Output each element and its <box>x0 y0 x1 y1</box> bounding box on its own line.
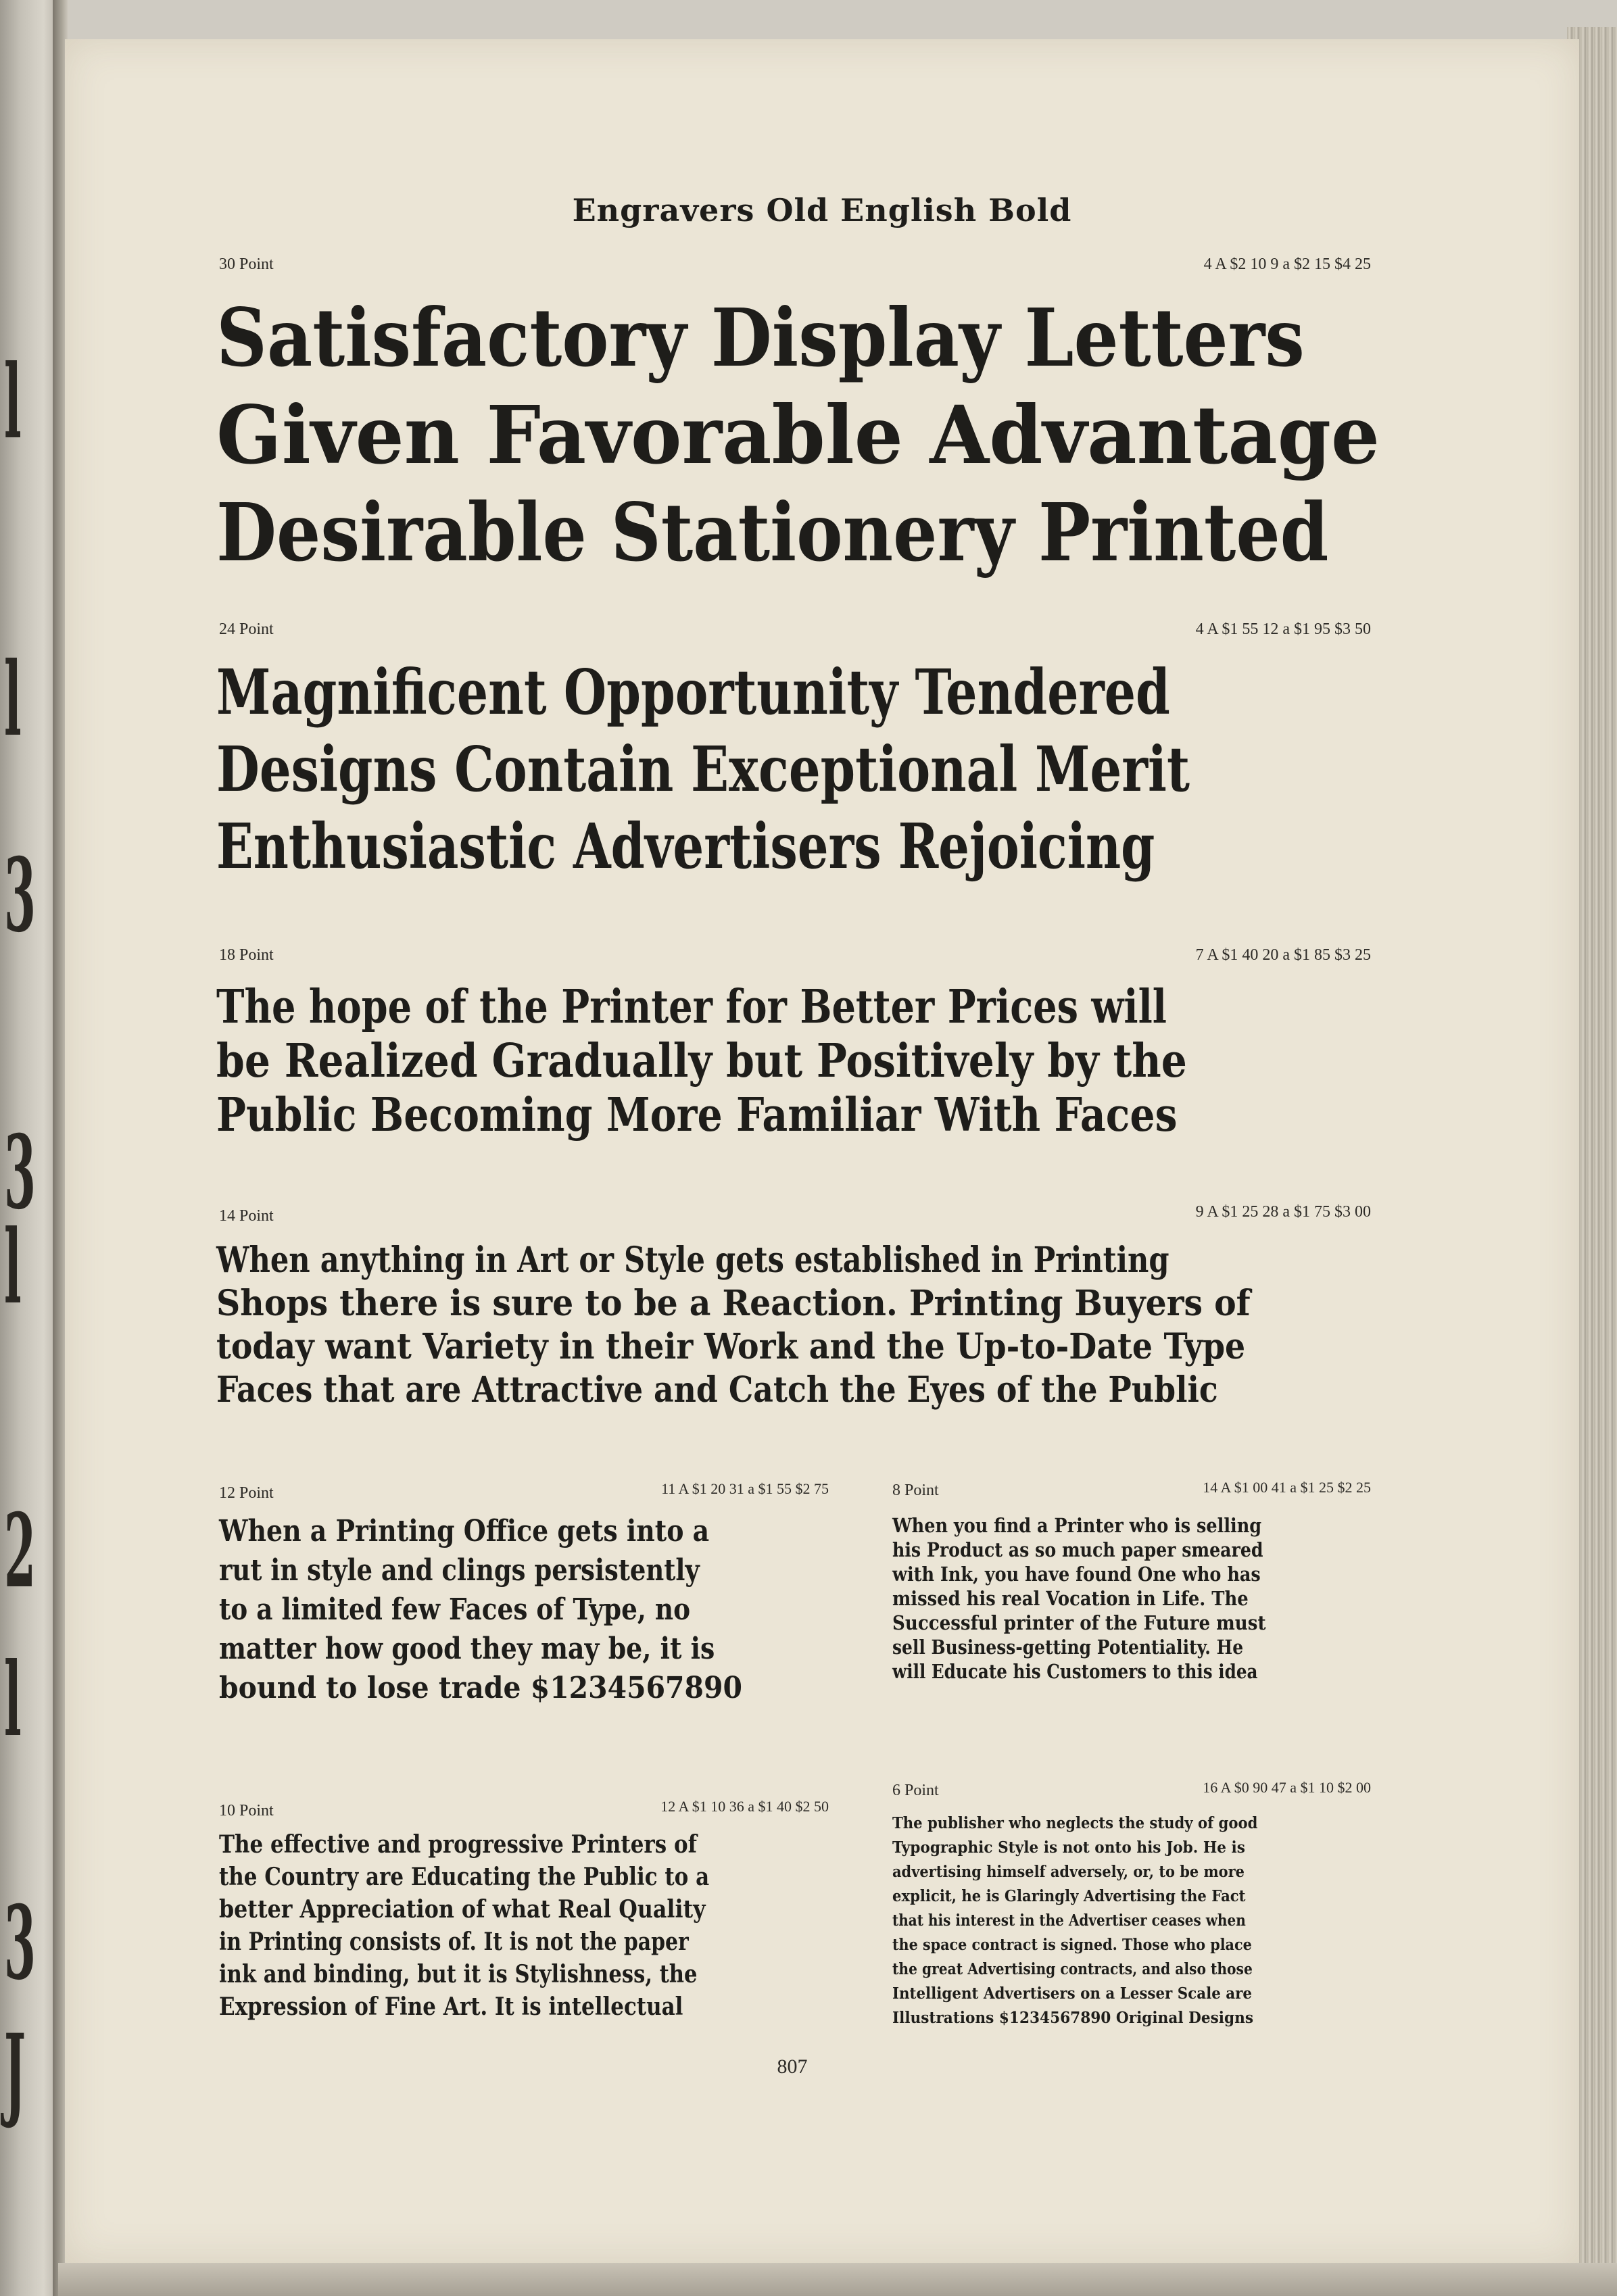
facing-page-glyph: l <box>4 343 22 462</box>
specimen-line: Illustrations $1234567890 Original Designs <box>892 2009 1253 2027</box>
specimen-line: The publisher who neglects the study of good <box>892 1814 1258 1832</box>
price-label: 12 A $1 10 36 a $1 40 $2 50 <box>660 1798 829 1815</box>
specimen-line: Public Becoming More Familiar With Faces <box>216 1088 1178 1142</box>
specimen-line: today want Variety in their Work and the Up-to-Date Type <box>216 1326 1246 1367</box>
specimen-line: Typographic Style is not onto his Job. He is <box>892 1838 1245 1857</box>
facing-page-glyph: J <box>4 2012 26 2131</box>
size-label: 8 Point <box>892 1482 939 1499</box>
specimen-line: Successful printer of the Future must <box>892 1611 1266 1634</box>
size-label: 12 Point <box>219 1484 274 1502</box>
specimen-line: rut in style and clings persistently <box>219 1553 700 1588</box>
price-label: 9 A $1 25 28 a $1 75 $3 00 <box>1195 1203 1371 1221</box>
size-label: 24 Point <box>219 620 274 638</box>
price-label: 16 A $0 90 47 a $1 10 $2 00 <box>1203 1779 1371 1796</box>
specimen-line: the great Advertising contracts, and also those <box>892 1960 1253 1978</box>
price-label: 14 A $1 00 41 a $1 25 $2 25 <box>1203 1479 1371 1496</box>
page-stack-bottom <box>58 2263 1617 2296</box>
specimen-line: Designs Contain Exceptional Merit <box>216 733 1190 806</box>
specimen-line: sell Business-getting Potentiality. He <box>892 1636 1244 1659</box>
facing-page-glyph: l <box>4 640 22 759</box>
specimen-line: The hope of the Printer for Better Prices will <box>216 980 1167 1034</box>
specimen-line: Shops there is sure to be a Reaction. Printing Buyers of <box>216 1283 1251 1324</box>
specimen-line: to a limited few Faces of Type, no <box>219 1592 691 1627</box>
specimen-line: bound to lose trade $1234567890 <box>219 1671 742 1705</box>
specimen-line: Desirable Stationery Printed <box>216 485 1329 579</box>
specimen-line: be Realized Gradually but Positively by the <box>216 1034 1187 1088</box>
specimen-line: in Printing consists of. It is not the paper <box>219 1928 689 1956</box>
specimen-line: better Appreciation of what Real Quality <box>219 1895 706 1924</box>
size-label: 18 Point <box>219 946 274 964</box>
specimen-line: the space contract is signed. Those who place <box>892 1936 1252 1954</box>
specimen-line: The effective and progressive Printers of <box>219 1830 697 1859</box>
facing-page-glyph: l <box>4 1208 22 1327</box>
price-label: 4 A $1 55 12 a $1 95 $3 50 <box>1195 620 1371 638</box>
specimen-line: his Product as so much paper smeared <box>892 1538 1263 1561</box>
specimen-line: When anything in Art or Style gets established in Printing <box>216 1240 1169 1281</box>
specimen-line: Given Favorable Advantage <box>216 388 1380 482</box>
price-label: 4 A $2 10 9 a $2 15 $4 25 <box>1203 255 1371 273</box>
facing-page-glyph: l <box>4 1640 22 1759</box>
specimen-line: Magnificent Opportunity Tendered <box>216 656 1170 729</box>
facing-page-glyph: 2 <box>4 1492 36 1611</box>
page-number: 807 <box>777 2055 808 2078</box>
specimen-line: Enthusiastic Advertisers Rejoicing <box>216 810 1155 883</box>
size-label: 14 Point <box>219 1207 274 1225</box>
price-label: 11 A $1 20 31 a $1 55 $2 75 <box>661 1480 829 1497</box>
size-label: 6 Point <box>892 1782 939 1799</box>
facing-page-glyph: 3 <box>4 1113 36 1232</box>
specimen-line: advertising himself adversely, or, to be more <box>892 1863 1245 1881</box>
specimen-line: with Ink, you have found One who has <box>892 1563 1261 1586</box>
specimen-line: the Country are Educating the Public to a <box>219 1863 710 1891</box>
specimen-line: Intelligent Advertisers on a Lesser Scale are <box>892 1984 1253 2003</box>
facing-page-glyph: 3 <box>4 836 36 955</box>
specimen-line: Expression of Fine Art. It is intellectual <box>219 1993 683 2021</box>
specimen-title: Engravers Old English Bold <box>572 192 1072 228</box>
specimen-line: will Educate his Customers to this idea <box>892 1660 1258 1683</box>
specimen-line: that his interest in the Advertiser ceases when <box>892 1911 1246 1930</box>
specimen-line: missed his real Vocation in Life. The <box>892 1587 1249 1610</box>
specimen-line: When a Printing Office gets into a <box>219 1514 710 1548</box>
size-label: 10 Point <box>219 1802 274 1819</box>
specimen-line: ink and binding, but it is Stylishness, the <box>219 1960 698 1988</box>
specimen-line: matter how good they may be, it is <box>219 1632 715 1666</box>
specimen-line: When you find a Printer who is selling <box>892 1514 1262 1537</box>
facing-page-edge <box>0 0 58 2296</box>
specimen-line: Faces that are Attractive and Catch the Eyes of the Public <box>216 1369 1218 1411</box>
specimen-line: Satisfactory Display Letters <box>216 291 1305 385</box>
facing-page-glyph: 3 <box>4 1884 36 2003</box>
size-label: 30 Point <box>219 255 274 273</box>
specimen-line: explicit, he is Glaringly Advertising the Fact <box>892 1887 1246 1905</box>
price-label: 7 A $1 40 20 a $1 85 $3 25 <box>1195 946 1371 964</box>
